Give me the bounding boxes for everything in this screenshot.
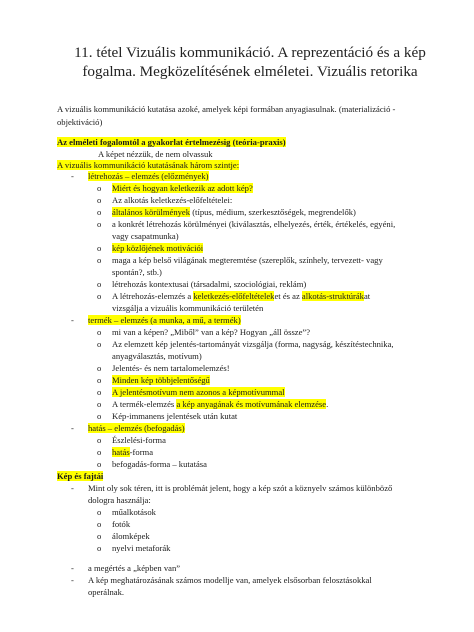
line-text	[57, 470, 103, 482]
highlighted-text: keletkezés-előfeltételek	[193, 291, 275, 301]
text-segment: befogadás-forma – kutatása	[112, 459, 207, 469]
line-text	[112, 326, 310, 338]
line-text	[112, 434, 166, 446]
text-segment: nyelvi metaforák	[112, 543, 171, 553]
bullet-circle-icon: o	[97, 543, 102, 553]
line-text	[112, 518, 130, 530]
text-segment: anyagválasztás, motívum)	[112, 351, 202, 361]
text-line	[0, 518, 474, 530]
text-line	[0, 574, 474, 586]
text-segment: et és az	[274, 291, 302, 301]
bullet-circle-icon: o	[97, 219, 102, 229]
text-line	[0, 206, 474, 218]
text-line	[0, 278, 474, 290]
bullet-dash-icon: -	[71, 483, 74, 493]
highlighted-text: hatás	[112, 447, 130, 457]
bullet-circle-icon: o	[97, 387, 102, 397]
bullet-dash-icon: -	[71, 575, 74, 585]
bullet-circle-icon: o	[97, 195, 102, 205]
text-segment: vagy csapatmunka)	[112, 231, 179, 241]
highlighted-text: alkotás-struktúrák	[301, 291, 364, 301]
bullet-dash-icon: -	[71, 315, 74, 325]
bullet-circle-icon: o	[97, 243, 102, 253]
bullet-circle-icon: o	[97, 339, 102, 349]
text-line	[0, 182, 474, 194]
document-title	[60, 43, 440, 81]
text-line	[0, 422, 474, 434]
text-segment: dologra használja:	[88, 495, 151, 505]
text-line	[0, 254, 474, 266]
bullet-circle-icon: o	[97, 183, 102, 193]
text-line	[0, 362, 474, 374]
line-text	[112, 218, 395, 230]
text-line	[0, 386, 474, 398]
text-line	[0, 136, 474, 148]
text-segment: a konkrét létrehozás körülményei (kiválasztás, elhelyezés, érték, értékelés, egyéni,	[112, 219, 396, 229]
title-line-2: fogalma. Megközelítésének elméletei. Vizuális retorika	[82, 63, 418, 80]
bullet-circle-icon: o	[97, 435, 102, 445]
line-text	[112, 254, 383, 266]
bullet-circle-icon: o	[97, 399, 102, 409]
bullet-circle-icon: o	[97, 531, 102, 541]
line-text	[88, 482, 392, 494]
text-segment: fotók	[112, 519, 131, 529]
line-text	[112, 374, 210, 386]
bullet-circle-icon: o	[97, 519, 102, 529]
text-line	[0, 410, 474, 422]
line-text	[88, 586, 124, 598]
bullet-circle-icon: o	[97, 363, 102, 373]
text-line	[0, 542, 474, 554]
text-line	[0, 230, 474, 242]
text-line	[0, 374, 474, 386]
line-text	[112, 398, 328, 410]
bullet-circle-icon: o	[97, 255, 102, 265]
text-segment: .	[326, 399, 329, 409]
line-text	[88, 494, 151, 506]
highlighted-text: termék – elemzés (a munka, a mű, a termék)	[88, 315, 241, 325]
highlighted-text: a kép anyagának és motívumának elemzése	[176, 399, 327, 409]
line-text	[112, 410, 237, 422]
text-line	[0, 242, 474, 254]
bullet-circle-icon: o	[97, 327, 102, 337]
text-segment: at	[363, 291, 371, 301]
line-text	[112, 206, 356, 218]
text-segment: Mint oly sok téren, itt is problémát jelent, hogy a kép szót a köznyelv számos különböző	[88, 483, 393, 493]
text-segment: A képet nézzük, de nem olvassuk	[98, 149, 213, 159]
bullet-dash-icon: -	[71, 423, 74, 433]
text-line	[0, 314, 474, 326]
text-segment: operálnak.	[88, 587, 125, 597]
text-line	[0, 218, 474, 230]
line-text	[112, 242, 203, 254]
text-line	[0, 302, 474, 314]
text-segment: vizsgálja a vizuális kommunikáció területén	[112, 303, 264, 313]
text-segment: A termék-elemzés	[112, 399, 177, 409]
line-text	[112, 458, 207, 470]
highlighted-text: Kép és fajtái	[57, 471, 104, 481]
title-line-1: 11. tétel Vizuális kommunikáció. A reprezentáció és a kép	[74, 44, 426, 61]
line-text	[112, 530, 150, 542]
line-text	[112, 302, 263, 314]
text-segment: Jelentés- és nem tartalomelemzés!	[112, 363, 230, 373]
line-text	[88, 422, 185, 434]
bullet-circle-icon: o	[97, 459, 102, 469]
highlighted-text: A jelentésmotívum nem azonos a képmotívummal	[112, 387, 285, 397]
text-segment: spontán?, stb.)	[112, 267, 162, 277]
bullet-circle-icon: o	[97, 411, 102, 421]
text-segment: a megértés a „képben van”	[88, 563, 181, 573]
highlighted-text: Miért és hogyan keletkezik az adott kép?	[112, 183, 253, 193]
bullet-circle-icon: o	[97, 447, 102, 457]
text-segment: mi van a képen? „Miből” van a kép? Hogyan „áll össze”?	[112, 327, 311, 337]
bullet-dash-icon: -	[71, 563, 74, 573]
line-text	[112, 362, 230, 374]
bullet-dash-icon: -	[71, 171, 74, 181]
line-text	[112, 230, 179, 242]
text-segment: Észlelési-forma	[112, 435, 166, 445]
text-segment: A kép meghatározásának számos modellje van, amelyek elsősorban felosztásokkal	[88, 575, 372, 585]
line-text	[88, 314, 241, 326]
text-line	[0, 194, 474, 206]
text-line	[0, 350, 474, 362]
text-line	[0, 586, 474, 598]
highlighted-text: kép közlőjének motivációi	[112, 243, 204, 253]
highlighted-text: Az elméleti fogalomtól a gyakorlat értelmezésig (teória-praxis)	[57, 137, 286, 147]
intro-paragraph: A vizuális kommunikáció kutatása azoké, amelyek képi formában anyagiasulnak. (materializáció - objektiváció)	[57, 104, 396, 127]
line-text	[112, 338, 394, 350]
text-line	[0, 326, 474, 338]
text-line	[0, 562, 474, 574]
text-line	[0, 170, 474, 182]
text-line	[0, 506, 474, 518]
line-text	[57, 136, 286, 148]
text-segment: létrehozás kontextusai (társadalmi, szociológiai, reklám)	[112, 279, 307, 289]
line-text	[112, 266, 162, 278]
text-segment: maga a kép belső világának megteremtése (szereplők, színhely, tervezett- vagy	[112, 255, 383, 265]
text-segment: Az alkotás keletkezés-előfeltételei:	[112, 195, 233, 205]
text-line	[0, 446, 474, 458]
text-segment: -forma	[129, 447, 154, 457]
text-line	[0, 482, 474, 494]
highlighted-text: általános körülmények	[112, 207, 191, 217]
line-text	[112, 542, 170, 554]
bullet-circle-icon: o	[97, 507, 102, 517]
text-segment: (típus, médium, szerkesztőségek, megrendelők)	[190, 207, 356, 217]
line-text	[88, 574, 372, 586]
text-line	[0, 338, 474, 350]
text-segment: Az elemzett kép jelentés-tartományát vizsgálja (forma, nagyság, készítéstechnika,	[112, 339, 394, 349]
line-text	[112, 506, 156, 518]
bullet-circle-icon: o	[97, 207, 102, 217]
text-segment: Kép-immanens jelentések után kutat	[112, 411, 238, 421]
line-text	[88, 562, 180, 574]
line-text	[112, 278, 306, 290]
highlighted-text: hatás – elemzés (befogadás)	[88, 423, 185, 433]
highlighted-text: létrehozás – elemzés (előzmények)	[88, 171, 209, 181]
line-text	[112, 350, 202, 362]
bullet-circle-icon: o	[97, 291, 102, 301]
bullet-circle-icon: o	[97, 279, 102, 289]
line-text	[112, 386, 285, 398]
text-line	[0, 470, 474, 482]
text-line	[0, 494, 474, 506]
text-line	[0, 290, 474, 302]
text-segment: álomképek	[112, 531, 150, 541]
text-line	[0, 398, 474, 410]
line-text	[112, 194, 232, 206]
line-text	[112, 446, 153, 458]
text-line	[0, 266, 474, 278]
text-line	[0, 458, 474, 470]
bullet-circle-icon: o	[97, 375, 102, 385]
line-text	[88, 170, 209, 182]
highlighted-text: Minden kép többjelentőségű	[112, 375, 210, 385]
highlighted-text: A vizuális kommunikáció kutatásának három szintje:	[57, 160, 240, 170]
text-line	[0, 434, 474, 446]
line-text	[112, 182, 253, 194]
text-line	[0, 530, 474, 542]
text-segment: A létrehozás-elemzés a	[112, 291, 194, 301]
text-segment: műalkotások	[112, 507, 156, 517]
line-text	[112, 290, 370, 302]
